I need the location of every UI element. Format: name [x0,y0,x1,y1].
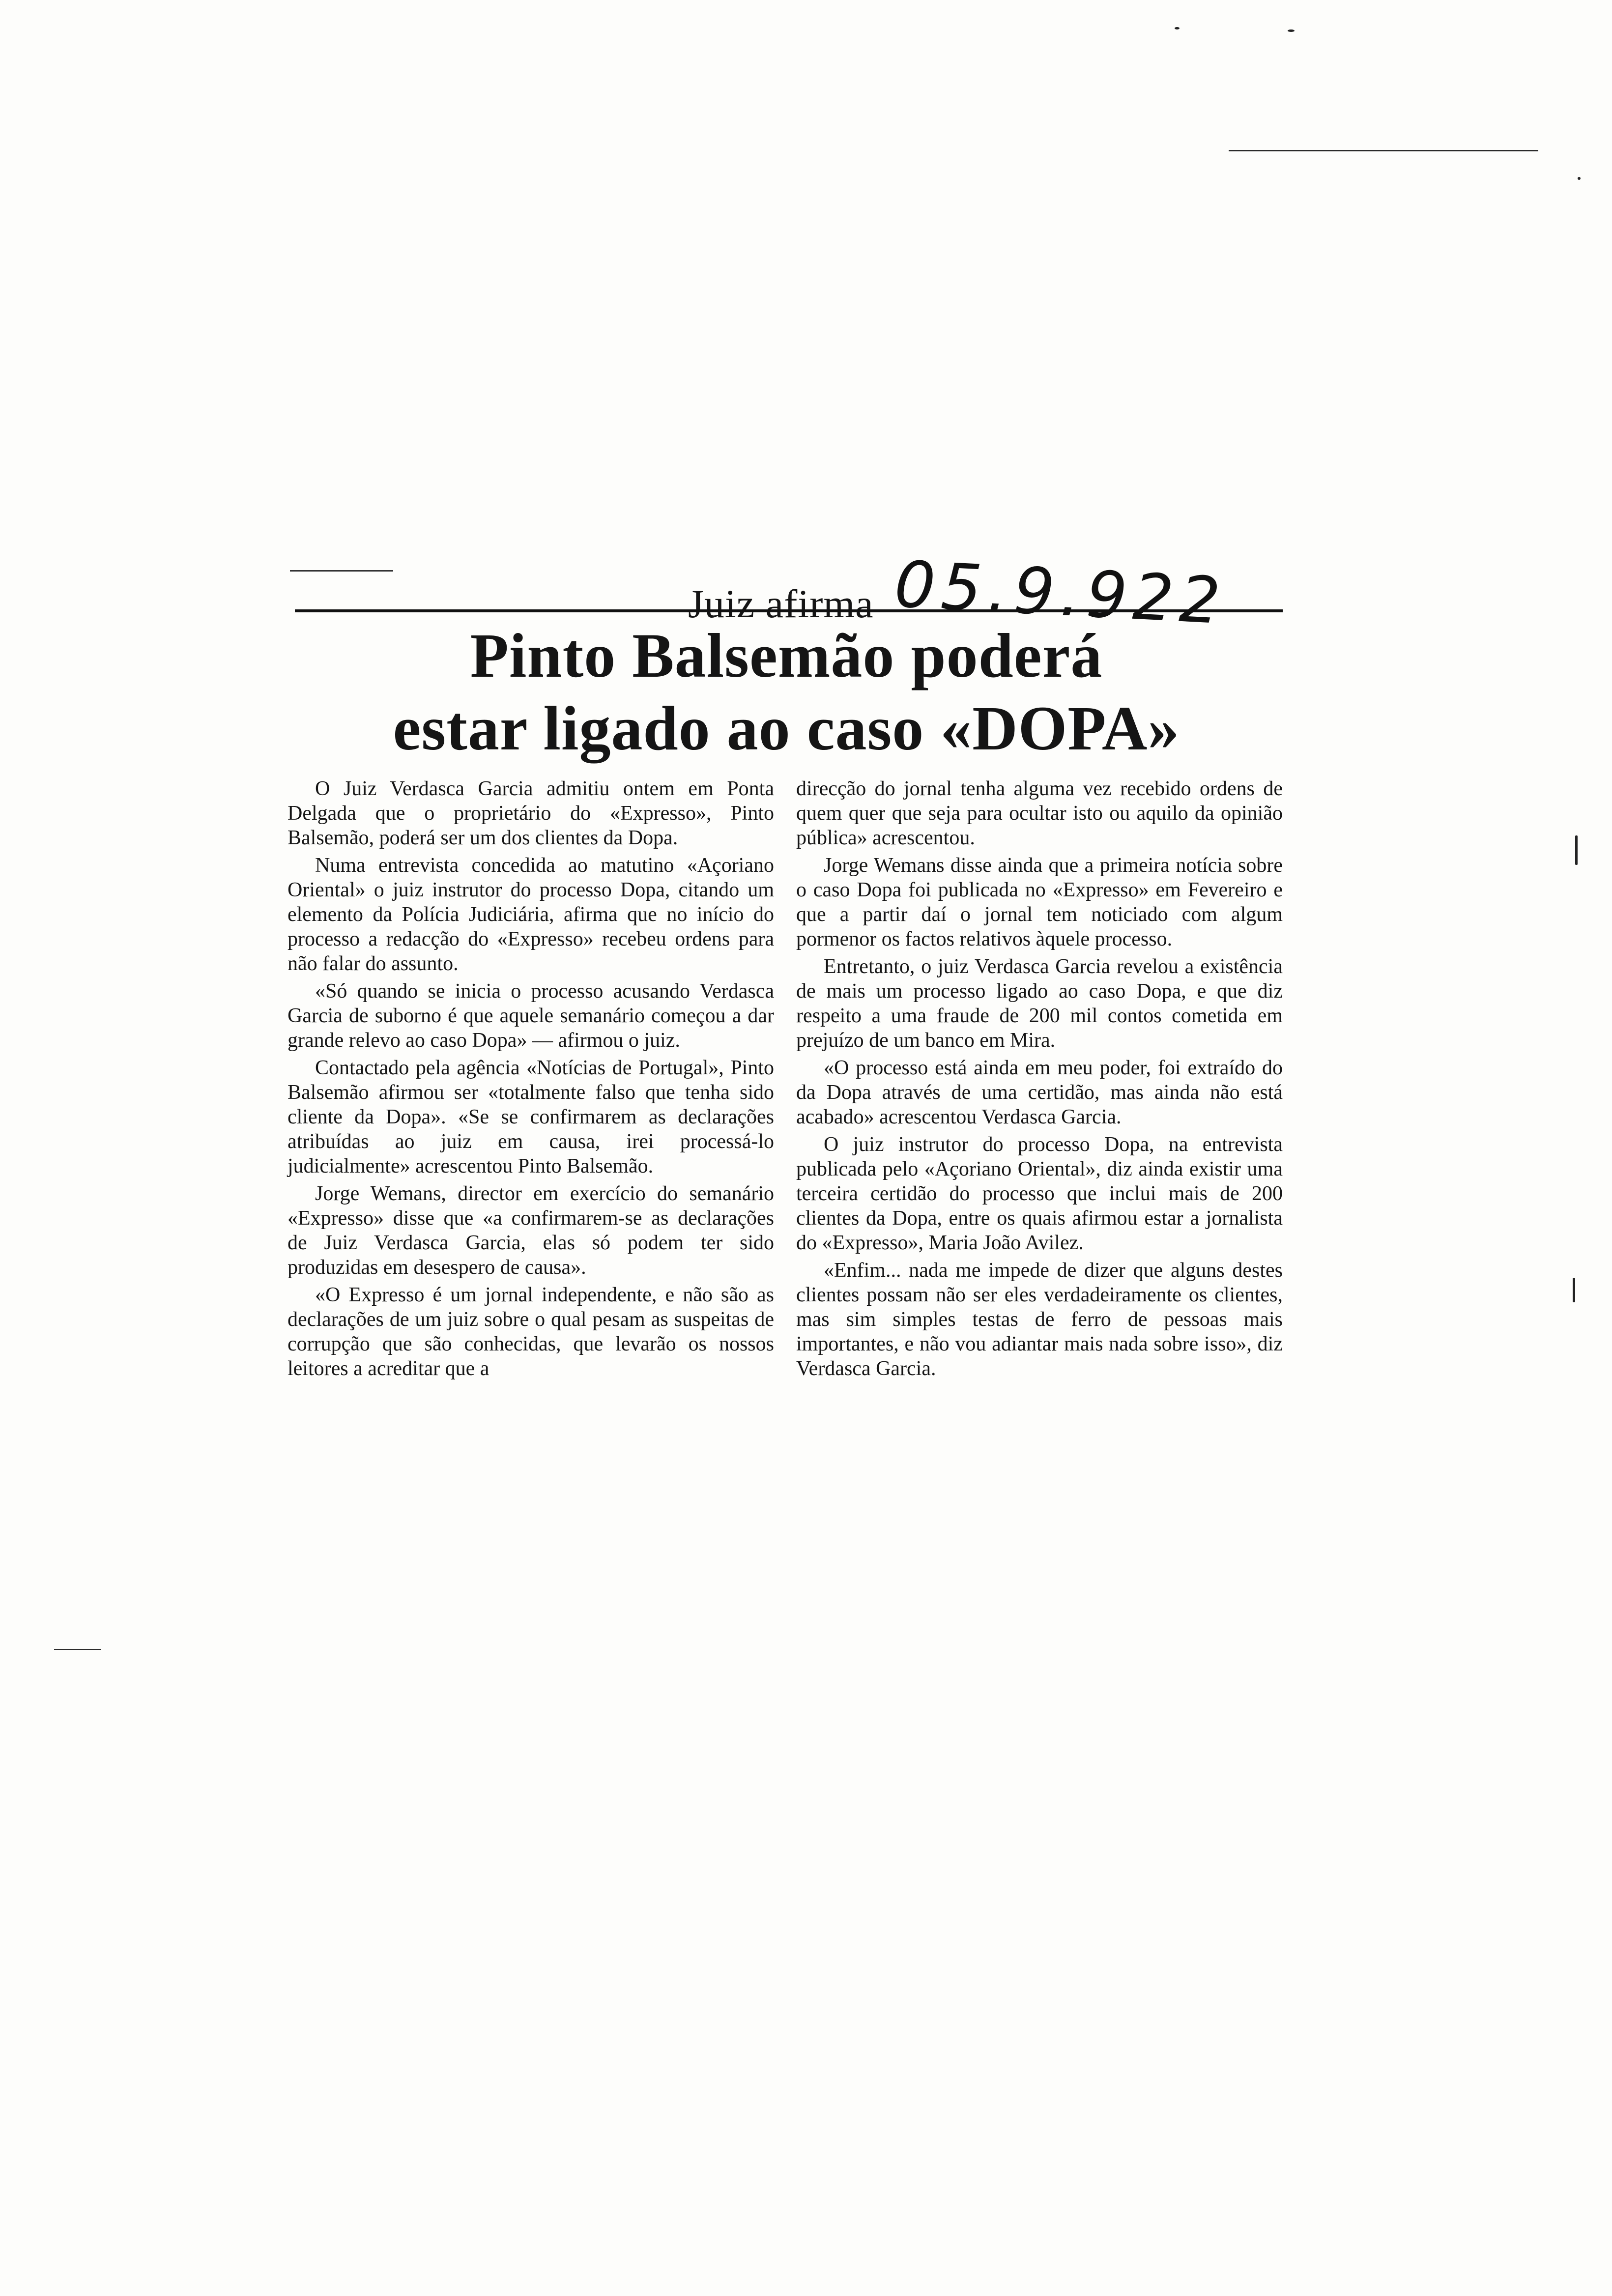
scan-artifact-line [1229,150,1538,151]
scan-speck [1175,27,1180,29]
kicker-row [275,546,1283,639]
paragraph: O Juiz Verdasca Garcia admitiu ontem em Ponta Delgada que o proprietário do «Expresso», Pinto Balsemão, poderá ser um dos clientes da Dopa. [288,777,774,849]
headline-rule [295,609,1283,612]
paragraph: Numa entrevista concedida ao matutino «Açoriano Oriental» o juiz instrutor do processo Dopa, citando um elemento da Polícia Judiciária, afirma que no início do processo a redacção do «Expresso» recebeu ordens para não falar do assunto. [288,854,774,975]
paragraph: Entretanto, o juiz Verdasca Garcia revelou a existência de mais um processo ligado ao caso Dopa, e que diz respeito a uma fraude de 200 mil contos cometida em prejuízo de um banco em Mira. [796,955,1283,1052]
scan-speck [1288,29,1295,32]
scan-artifact-line [54,1649,101,1650]
left-column [288,776,774,1384]
headline-line-2: estar ligado ao caso «DOPA» [393,693,1180,763]
headline-line-1: Pinto Balsemão poderá [470,621,1103,690]
paragraph: O juiz instrutor do processo Dopa, na entrevista publicada pelo «Açoriano Oriental», diz ainda existir uma terceira certidão do processo que inclui mais de 200 clientes da Dopa, entre os quais afirmou estar a jornalista do «Expresso», Maria João Avilez. [796,1133,1283,1254]
paragraph: direcção do jornal tenha alguma vez recebido ordens de quem quer que seja para ocultar isto ou aquilo da opinião pública» acrescentou. [796,777,1283,849]
scan-speck [1573,1278,1575,1302]
right-column [796,776,1283,1384]
kicker-dash [290,570,393,572]
scan-speck [1575,835,1578,865]
headline [275,619,1297,765]
paragraph: «Enfim... nada me impede de dizer que alguns destes clientes possam não ser eles verdadeiramente os clientes, mas sim simples testas de ferro de pessoas mais importantes, e não vou adiantar mais nada sobre isso», diz Verdasca Garcia. [796,1259,1283,1380]
scan-speck [1578,177,1581,180]
kicker: Juiz afirma [688,581,874,626]
paragraph: Contactado pela agência «Notícias de Portugal», Pinto Balsemão afirmou ser «totalmente falso que tenha sido cliente da Dopa». «Se se confirmarem as declarações atribuídas ao juiz em causa, irei processá-lo judicialmente» acrescentou Pinto Balsemão. [288,1057,774,1177]
paragraph: «O Expresso é um jornal independente, e não são as declarações de um juiz sobre o qual pesam as suspeitas de corrupção que são conhecidas, que levarão os nossos leitores a acreditar que a [288,1284,774,1380]
paragraph: Jorge Wemans, director em exercício do semanário «Expresso» disse que «a confirmarem-se as declarações de Juiz Verdasca Garcia, elas só podem ter sido produzidas em desespero de causa». [288,1182,774,1279]
paragraph: «Só quando se inicia o processo acusando Verdasca Garcia de suborno é que aquele semanário começou a dar grande relevo ao caso Dopa» — afirmou o juiz. [288,980,774,1052]
paragraph: «O processo está ainda em meu poder, foi extraído do da Dopa através de uma certidão, mas ainda não está acabado» acrescentou Verdasca Garcia. [796,1057,1283,1128]
paragraph: Jorge Wemans disse ainda que a primeira notícia sobre o caso Dopa foi publicada no «Expresso» em Fevereiro e que a partir daí o jornal tem noticiado com algum pormenor os factos relativos àquele processo. [796,854,1283,950]
newspaper-clipping [275,536,1297,1548]
handwritten-note: 05.9.922 [892,546,1228,639]
